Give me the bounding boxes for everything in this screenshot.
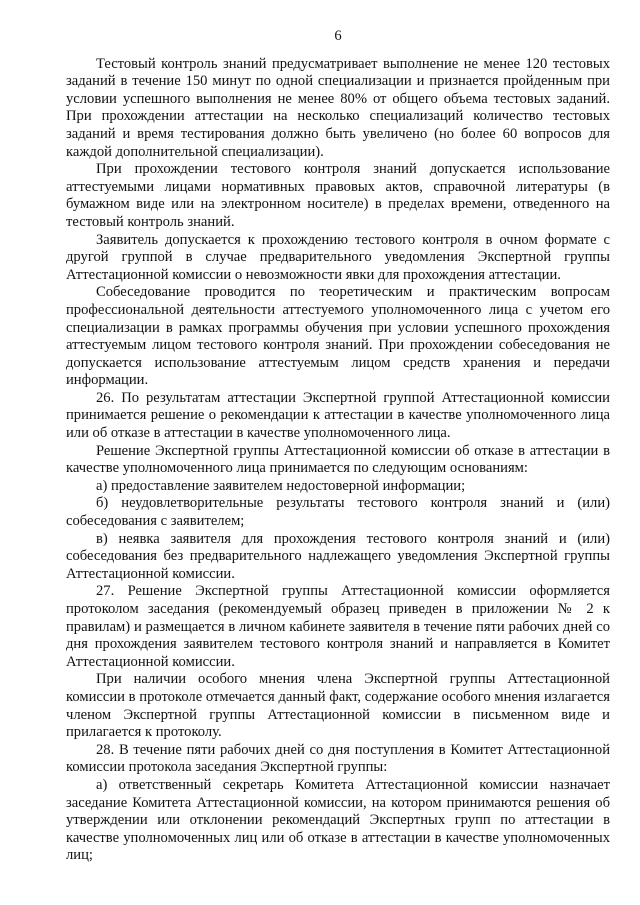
list-item-c: в) неявка заявителя для прохождения тестового контроля знаний и (или) собеседования без предварительного надлежащего уведомления Экспертной группы Аттестационной комиссии. <box>66 530 610 582</box>
page-number: 6 <box>334 28 342 44</box>
list-item-b: б) неудовлетворительные результаты тестового контроля знаний и (или) собеседования с заявителем; <box>66 495 610 530</box>
list-item-28a: а) ответственный секретарь Комитета Аттестационной комиссии назначает заседание Комитета Аттестационной комиссии, на котором принимаются решения об утверждении или отклонении рекомендаций Экспертных групп по аттестации в качестве уполномоченных лиц или об отказе в аттестации в качестве уполномоченных лиц; <box>66 776 610 864</box>
paragraph-special-opinion: При наличии особого мнения члена Экспертной группы Аттестационной комиссии в протоколе отмечается данный факт, содержание особого мнения излагается членом Экспертной группы Аттестационной комиссии в письменном виде и прилагается к протоколу. <box>66 671 610 741</box>
paragraph-item-26: 26. По результатам аттестации Экспертной группой Аттестационной комиссии принимается решение о рекомендации к аттестации в качестве уполномоченного лица или об отказе в аттестации в качестве уполномоченного лица. <box>66 389 610 442</box>
paragraph-item-27: 27. Решение Экспертной группы Аттестационной комиссии оформляется протоколом заседания (рекомендуемый образец приведен в приложении № 2 к правилам) и размещается в личном кабинете заявителя в течение пяти рабочих дней со дня прохождения заявителем тестового контроля знаний и направляется в Комитет Аттестационной комиссии. <box>66 583 610 670</box>
paragraph-test-materials: При прохождении тестового контроля знаний допускается использование аттестуемыми лицами нормативных правовых актов, справочной литературы (в бумажном виде или на электронном носителе) в пределах времени, отведенного на тестовый контроль знаний. <box>66 161 610 230</box>
paragraph-item-28: 28. В течение пяти рабочих дней со дня поступления в Комитет Аттестационной комиссии протокола заседания Экспертной группы: <box>66 741 610 776</box>
paragraph-other-group: Заявитель допускается к прохождению тестового контроля в очном формате с другой группой в случае предварительного уведомления Экспертной группы Аттестационной комиссии о невозможности явки для прохождения аттестации. <box>66 231 610 283</box>
paragraph-refusal-grounds: Решение Экспертной группы Аттестационной комиссии об отказе в аттестации в качестве уполномоченного лица принимается по следующим основаниям: <box>66 442 610 477</box>
paragraph-test-requirements: Тестовый контроль знаний предусматривает выполнение не менее 120 тестовых заданий в течение 150 минут по одной специализации и признается пройденным при условии успешного выполнения не менее 80% от общего объема тестовых заданий. При прохождении аттестации на несколько специализаций количество тестовых заданий и время тестирования должно быть увеличено (но более 60 вопросов для каждой дополнительной специализации). <box>66 55 610 160</box>
list-item-a: а) предоставление заявителем недостоверной информации; <box>96 477 466 494</box>
paragraph-interview: Собеседование проводится по теоретическим и практическим вопросам профессиональной деятельности аттестуемого уполномоченного лица с учетом его специализации в рамках программы обучения при условии успешного прохождения аттестуемым лицом тестового контроля знаний. При прохождении собеседования не допускается использование аттестуемым лицом средств хранения и передачи информации. <box>66 284 610 389</box>
